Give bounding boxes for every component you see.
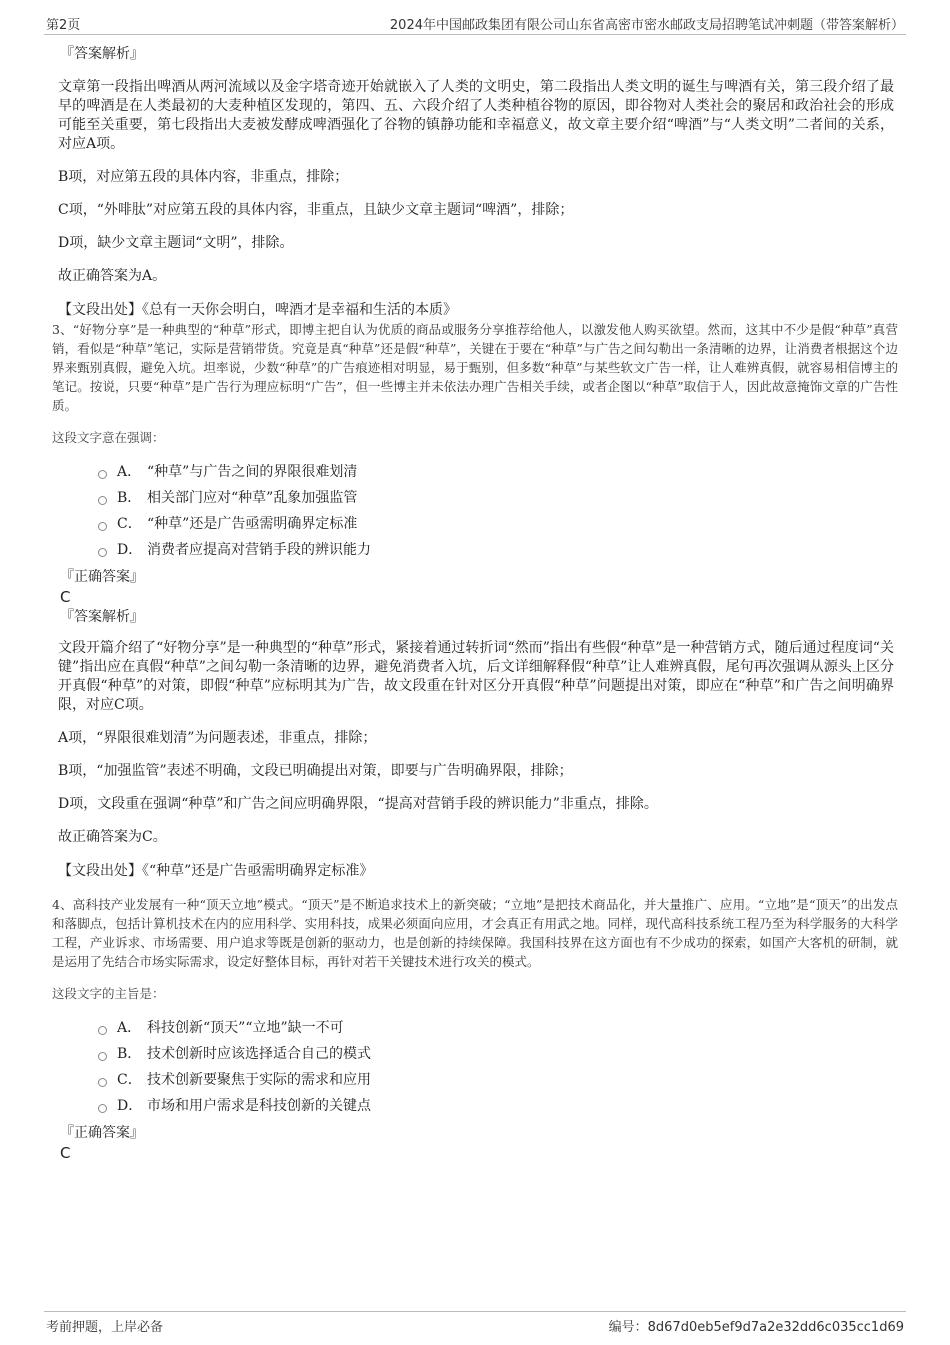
document-content bbox=[52, 44, 898, 1163]
option-b[interactable]: B． 技术创新时应该选择适合自己的模式 bbox=[98, 1041, 894, 1067]
analysis-label: 『答案解析』 bbox=[60, 46, 144, 62]
footer-slogan: 考前押题，上岸必备 bbox=[46, 1320, 164, 1335]
analysis-label: 『答案解析』 bbox=[60, 609, 144, 625]
analysis-conclusion: 故正确答案为C。 bbox=[58, 829, 167, 845]
option-b[interactable]: B． 相关部门应对“种草”乱象加强监管 bbox=[98, 485, 894, 511]
question-4-options bbox=[98, 1015, 894, 1119]
correct-answer: C bbox=[60, 588, 71, 606]
analysis-paragraph: 文章第一段指出啤酒从两河流域以及金字塔奇迹开始就嵌入了人类的文明史，第二段指出人类文明的诞生与啤酒有关，第三段介绍了最早的啤酒是在人类最初的大麦种植区发现的，第四、五、六段介绍了人类种植谷物的原因，即谷物对人类社会的聚居和政治社会的形成可能至关重要，第七段指出大麦被发酵成啤酒强化了谷物的镇静功能和幸福意义，故文章主要介绍“啤酒”与“人类文明”二者间的关系，对应A项。 bbox=[58, 79, 894, 152]
option-d[interactable]: D． 消费者应提高对营销手段的辨识能力 bbox=[98, 537, 894, 563]
radio-icon[interactable] bbox=[98, 1026, 107, 1035]
text-source: 【文段出处】《“种草”还是广告亟需明确界定标准》 bbox=[58, 863, 374, 879]
analysis-option-d: D项，缺少文章主题词“文明”，排除。 bbox=[58, 235, 294, 251]
radio-icon[interactable] bbox=[98, 548, 107, 557]
option-a[interactable]: A． “种草”与广告之间的界限很难划清 bbox=[98, 459, 894, 485]
correct-answer-label: 『正确答案』 bbox=[60, 1125, 144, 1141]
page-footer bbox=[44, 1311, 906, 1336]
question-3-text: 3、“好物分享”是一种典型的“种草”形式，即博主把自认为优质的商品或服务分享推荐给他人，以激发他人购买欲望。然而，这其中不少是假“种草”真营销，看似是“种草”笔记，实际是营销带货。究竟是真“种草”还是假“种草”，关键在于要在“种草”与广告之间勾勒出一条清晰的边界，让消费者根据这个边界来甄别真假，避免入坑。坦率说，少数“种草”的广告痕迹相对明显，易于甄别，但多数“种草”与某些软文广告一样，让人难辨真假，就容易相信博主的笔记。按说，只要“种草”是广告行为理应标明“广告”，但一些博主并未依法办理广告相关手续，或者企图以“种草”取信于人，因此故意掩饰文章的广告性质。 bbox=[52, 322, 898, 413]
option-c[interactable]: C． “种草”还是广告亟需明确界定标准 bbox=[98, 511, 894, 537]
radio-icon[interactable] bbox=[98, 496, 107, 505]
question-3-options bbox=[98, 459, 894, 563]
option-a[interactable]: A． 科技创新“顶天”“立地”缺一不可 bbox=[98, 1015, 894, 1041]
analysis-option-a: A项，“界限很难划清”为问题表述，非重点，排除； bbox=[58, 730, 377, 746]
question-4-prompt: 这段文字的主旨是： bbox=[52, 986, 165, 1001]
analysis-option-b: B项，“加强监管”表述不明确，文段已明确提出对策，即要与广告明确界限，排除； bbox=[58, 763, 573, 779]
page-header bbox=[44, 14, 906, 35]
document-title: 2024年中国邮政集团有限公司山东省高密市密水邮政支局招聘笔试冲刺题（带答案解析） bbox=[389, 18, 904, 33]
analysis-option-b: B项，对应第五段的具体内容，非重点，排除； bbox=[58, 169, 349, 185]
document-code: 编号：8d67d0eb5ef9d7a2e32dd6c035cc1d69 bbox=[608, 1320, 904, 1335]
option-c[interactable]: C． 技术创新要聚焦于实际的需求和应用 bbox=[98, 1067, 894, 1093]
analysis-conclusion: 故正确答案为A。 bbox=[58, 268, 167, 284]
radio-icon[interactable] bbox=[98, 1078, 107, 1087]
option-d[interactable]: D． 市场和用户需求是科技创新的关键点 bbox=[98, 1093, 894, 1119]
radio-icon[interactable] bbox=[98, 1052, 107, 1061]
page-number: 第2页 bbox=[46, 18, 81, 33]
analysis-option-d: D项，文段重在强调“种草”和广告之间应明确界限，“提高对营销手段的辨识能力”非重点，排除。 bbox=[58, 796, 658, 812]
correct-answer: C bbox=[60, 1144, 71, 1162]
correct-answer-label: 『正确答案』 bbox=[60, 569, 144, 585]
radio-icon[interactable] bbox=[98, 470, 107, 479]
question-3-prompt: 这段文字意在强调： bbox=[52, 430, 165, 445]
question-4-text: 4、高科技产业发展有一种“顶天立地”模式。“顶天”是不断追求技术上的新突破；“立地”是把技术商品化，并大量推广、应用。“立地”是“顶天”的出发点和落脚点，包括计算机技术在内的应用科学、实用科技，成果必须面向应用，才会真正有用武之地。同样，现代高科技系统工程乃至为科学服务的大科学工程，产业诉求、市场需要、用户追求等既是创新的驱动力，也是创新的持续保障。我国科技界在这方面也有不少成功的探索，如国产大客机的研制，就是运用了先结合市场实际需求，设定好整体目标，再针对若干关键技术进行攻关的模式。 bbox=[52, 897, 898, 969]
analysis-option-c: C项，“外啡肽”对应第五段的具体内容，非重点，且缺少文章主题词“啤酒”，排除； bbox=[58, 202, 574, 218]
analysis-paragraph: 文段开篇介绍了“好物分享”是一种典型的“种草”形式，紧接着通过转折词“然而”指出有些假“种草”是一种营销方式，随后通过程度词“关键”指出应在真假“种草”之间勾勒一条清晰的边界，避免消费者入坑，后文详细解释假“种草”让人难辨真假，尾句再次强调从源头上区分开真假“种草”的对策，即假“种草”应标明其为广告，故文段重在针对区分开真假“种草”问题提出对策，即应在“种草”和广告之间明确界限，对应C项。 bbox=[58, 640, 894, 713]
text-source: 【文段出处】《总有一天你会明白，啤酒才是幸福和生活的本质》 bbox=[58, 302, 457, 318]
radio-icon[interactable] bbox=[98, 522, 107, 531]
radio-icon[interactable] bbox=[98, 1104, 107, 1113]
